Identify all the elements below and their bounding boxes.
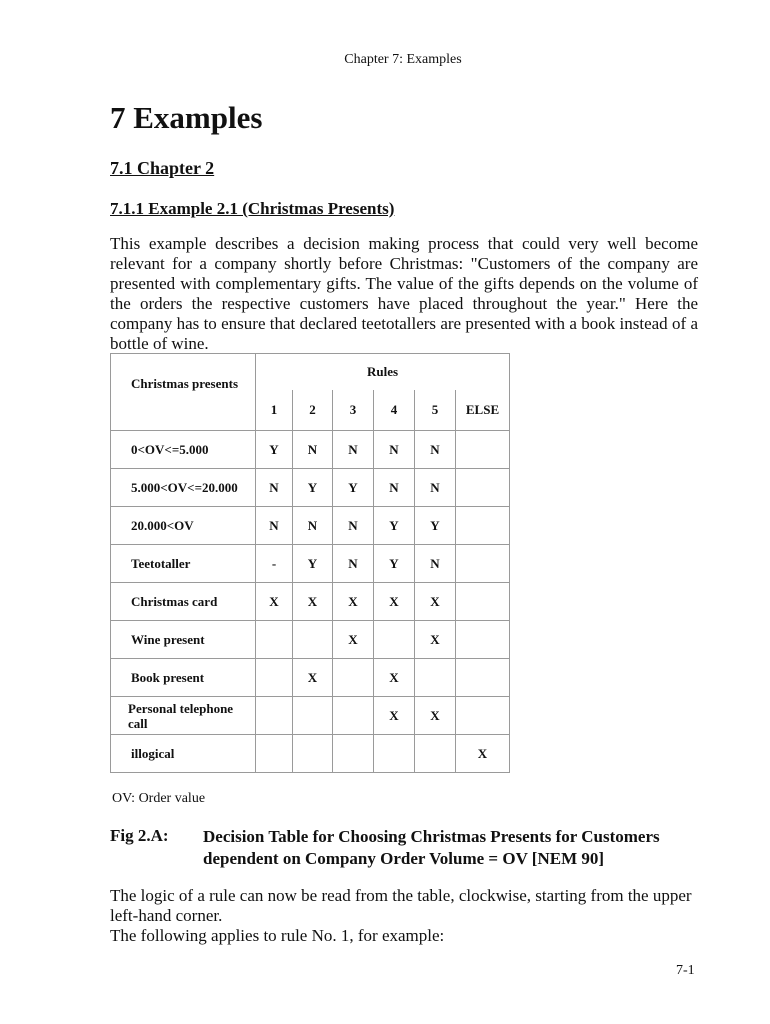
table-cell (456, 545, 510, 583)
table-row (111, 469, 510, 507)
table-cell: X (415, 583, 456, 621)
table-cell (293, 697, 333, 735)
table-cell: N (374, 469, 415, 507)
table-cell (293, 621, 333, 659)
table-cell: N (415, 431, 456, 469)
table-cell (333, 735, 374, 773)
table-cell (456, 621, 510, 659)
condition-label: Personal telephone call (111, 697, 256, 735)
table-cell: X (374, 659, 415, 697)
table-cell (256, 697, 293, 735)
table-cell: Y (256, 431, 293, 469)
table-cell (456, 659, 510, 697)
section-heading: 7.1 Chapter 2 (110, 158, 215, 178)
table-cell: N (374, 431, 415, 469)
table-cell (293, 735, 333, 773)
table-cell: Y (415, 507, 456, 545)
table-cell: N (333, 431, 374, 469)
table-row (111, 507, 510, 545)
condition-label: Christmas card (111, 583, 256, 621)
table-cell: X (415, 621, 456, 659)
table-cell (456, 583, 510, 621)
table-cell (333, 659, 374, 697)
table-cell: Y (333, 469, 374, 507)
condition-label: Wine present (111, 621, 256, 659)
closing-sentence-2: The following applies to rule No. 1, for example: (110, 926, 445, 945)
table-cell: X (256, 583, 293, 621)
condition-label: 0<OV<=5.000 (111, 431, 256, 469)
rule-number: 3 (333, 390, 374, 431)
page-number: 7-1 (676, 963, 695, 978)
table-cell: X (333, 621, 374, 659)
chapter-title: 7 Examples (110, 100, 263, 135)
table-cell: N (256, 469, 293, 507)
rule-number: 5 (415, 390, 456, 431)
table-cell: N (415, 545, 456, 583)
table-corner-label: Christmas presents (111, 354, 256, 431)
page-header: Chapter 7: Examples (344, 52, 462, 67)
table-cell: N (293, 507, 333, 545)
table-cell (374, 621, 415, 659)
table-cell: X (456, 735, 510, 773)
table-cell (333, 697, 374, 735)
table-cell: X (293, 659, 333, 697)
closing-sentence-1: The logic of a rule can now be read from the table, clockwise, starting from the upper left-hand corner. (110, 886, 692, 925)
intro-paragraph: This example describes a decision making process that could very well become relevant for a company shortly before Christmas: "Customers of the company are presented with complementary gifts. The value of the gifts depends on the volume of the orders the respective customers have placed throughout the year." Here the company has to ensure that declared teetotallers are presented with a book instead of a bottle of wine. (110, 234, 698, 353)
condition-label: 20.000<OV (111, 507, 256, 545)
rules-header: Rules (256, 354, 510, 391)
table-cell: N (256, 507, 293, 545)
closing-paragraph (110, 886, 710, 946)
table-cell (256, 621, 293, 659)
condition-label: 5.000<OV<=20.000 (111, 469, 256, 507)
table-cell: Y (293, 469, 333, 507)
table-note: OV: Order value (112, 791, 206, 806)
figure-label: Fig 2.A: (110, 826, 169, 845)
table-cell (415, 735, 456, 773)
table-row (111, 697, 510, 735)
condition-label: illogical (111, 735, 256, 773)
table-cell: X (374, 583, 415, 621)
table-cell: Y (374, 507, 415, 545)
rule-number: 1 (256, 390, 293, 431)
decision-table (110, 353, 510, 773)
table-cell: Y (374, 545, 415, 583)
table-cell: X (415, 697, 456, 735)
figure-caption: Decision Table for Choosing Christmas Presents for Customers dependent on Company Order Volume = OV [NEM 90] (203, 827, 660, 868)
rule-number: 4 (374, 390, 415, 431)
table-cell: X (333, 583, 374, 621)
table-row (111, 735, 510, 773)
table-cell: X (293, 583, 333, 621)
table-cell (415, 659, 456, 697)
subsection-heading: 7.1.1 Example 2.1 (Christmas Presents) (110, 199, 395, 218)
table-cell (256, 659, 293, 697)
table-cell (456, 697, 510, 735)
table-row (111, 431, 510, 469)
condition-label: Teetotaller (111, 545, 256, 583)
table-cell: X (374, 697, 415, 735)
table-cell (456, 507, 510, 545)
table-cell (456, 469, 510, 507)
table-cell (456, 431, 510, 469)
table-cell (256, 735, 293, 773)
rule-number: 2 (293, 390, 333, 431)
table-row (111, 545, 510, 583)
table-cell: N (415, 469, 456, 507)
table-cell: - (256, 545, 293, 583)
table-cell: Y (293, 545, 333, 583)
condition-label: Book present (111, 659, 256, 697)
table-cell: N (333, 507, 374, 545)
table-cell (374, 735, 415, 773)
table-row (111, 583, 510, 621)
rule-else: ELSE (456, 390, 510, 431)
table-cell: N (333, 545, 374, 583)
table-row (111, 659, 510, 697)
table-cell: N (293, 431, 333, 469)
table-row (111, 621, 510, 659)
